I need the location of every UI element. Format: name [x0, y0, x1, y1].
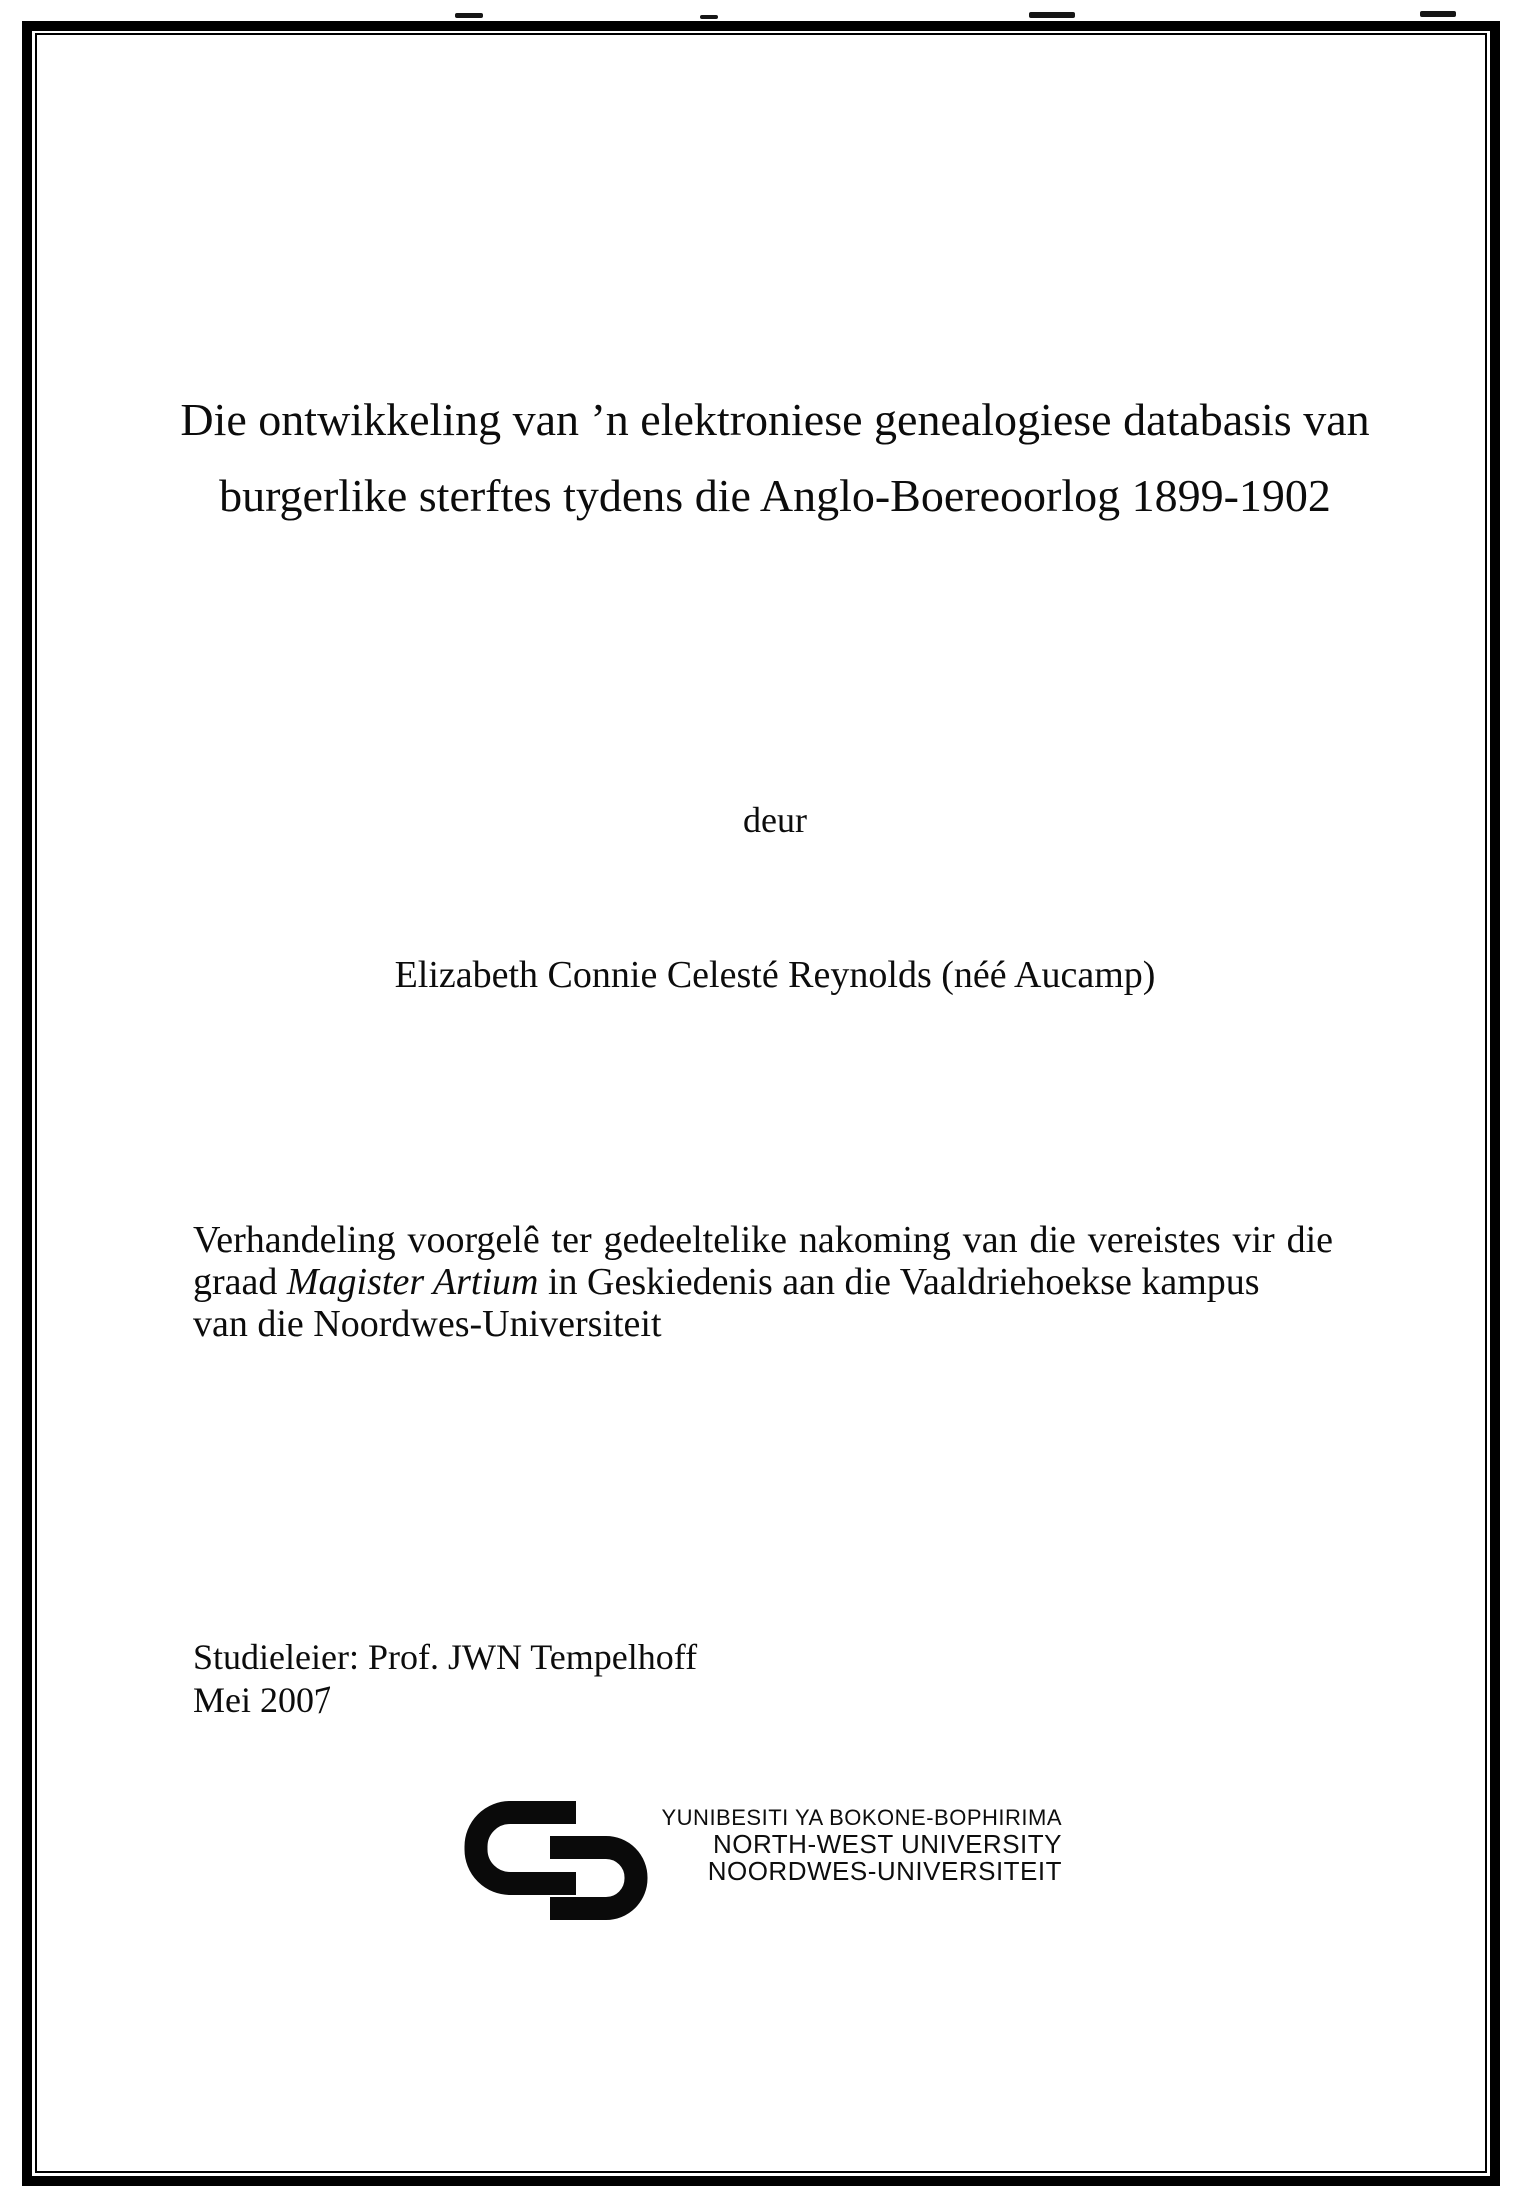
degree-statement-line2-suffix: in Geskiedenis aan die Vaaldriehoekse kampus	[538, 1261, 1260, 1303]
date-prefix: Mei 200	[193, 1680, 314, 1720]
date-line	[193, 1679, 697, 1722]
thesis-title-line2: burgerlike sterftes tydens die Anglo-Boereoorlog 1899-1902	[219, 470, 1331, 521]
scan-artifact	[455, 13, 483, 18]
author-name: Elizabeth Connie Celesté Reynolds (néé Aucamp)	[394, 954, 1156, 996]
supervisor-block	[193, 1636, 697, 1722]
degree-statement-degree-name: Magister Artium	[286, 1261, 539, 1303]
byline-deur: deur	[743, 800, 807, 840]
degree-statement-line1: Verhandeling voorgelê ter gedeeltelike nakoming van die vereistes vir die	[193, 1219, 1333, 1261]
supervisor-line: Studieleier: Prof. JWN Tempelhoff	[193, 1637, 698, 1677]
logo-line-setswana: YUNIBESITI YA BOKONE-BOPHIRIMA	[661, 1805, 1062, 1830]
logo-line-english: NORTH-WEST UNIVERSITY	[712, 1829, 1062, 1859]
degree-statement	[193, 1219, 1333, 1345]
scan-artifact	[1029, 12, 1075, 18]
scan-artifact	[700, 15, 718, 19]
date-last-digit: 7	[313, 1677, 333, 1723]
scan-artifact	[1420, 11, 1456, 17]
author	[200, 953, 1350, 997]
degree-statement-line3: van die Noordwes-Universiteit	[193, 1303, 662, 1345]
byline	[200, 799, 1350, 841]
degree-statement-line2-prefix: graad	[193, 1261, 287, 1303]
university-logo-wordmark	[662, 1804, 1063, 1885]
degree-statement-line2	[193, 1261, 1333, 1303]
logo-line-afrikaans: NOORDWES-UNIVERSITEIT	[707, 1856, 1062, 1886]
thesis-title-line1: Die ontwikkeling van ’n elektroniese genealogiese databasis van	[180, 394, 1370, 445]
thesis-title	[180, 382, 1370, 534]
nwu-chain-links-icon	[464, 1800, 652, 1925]
